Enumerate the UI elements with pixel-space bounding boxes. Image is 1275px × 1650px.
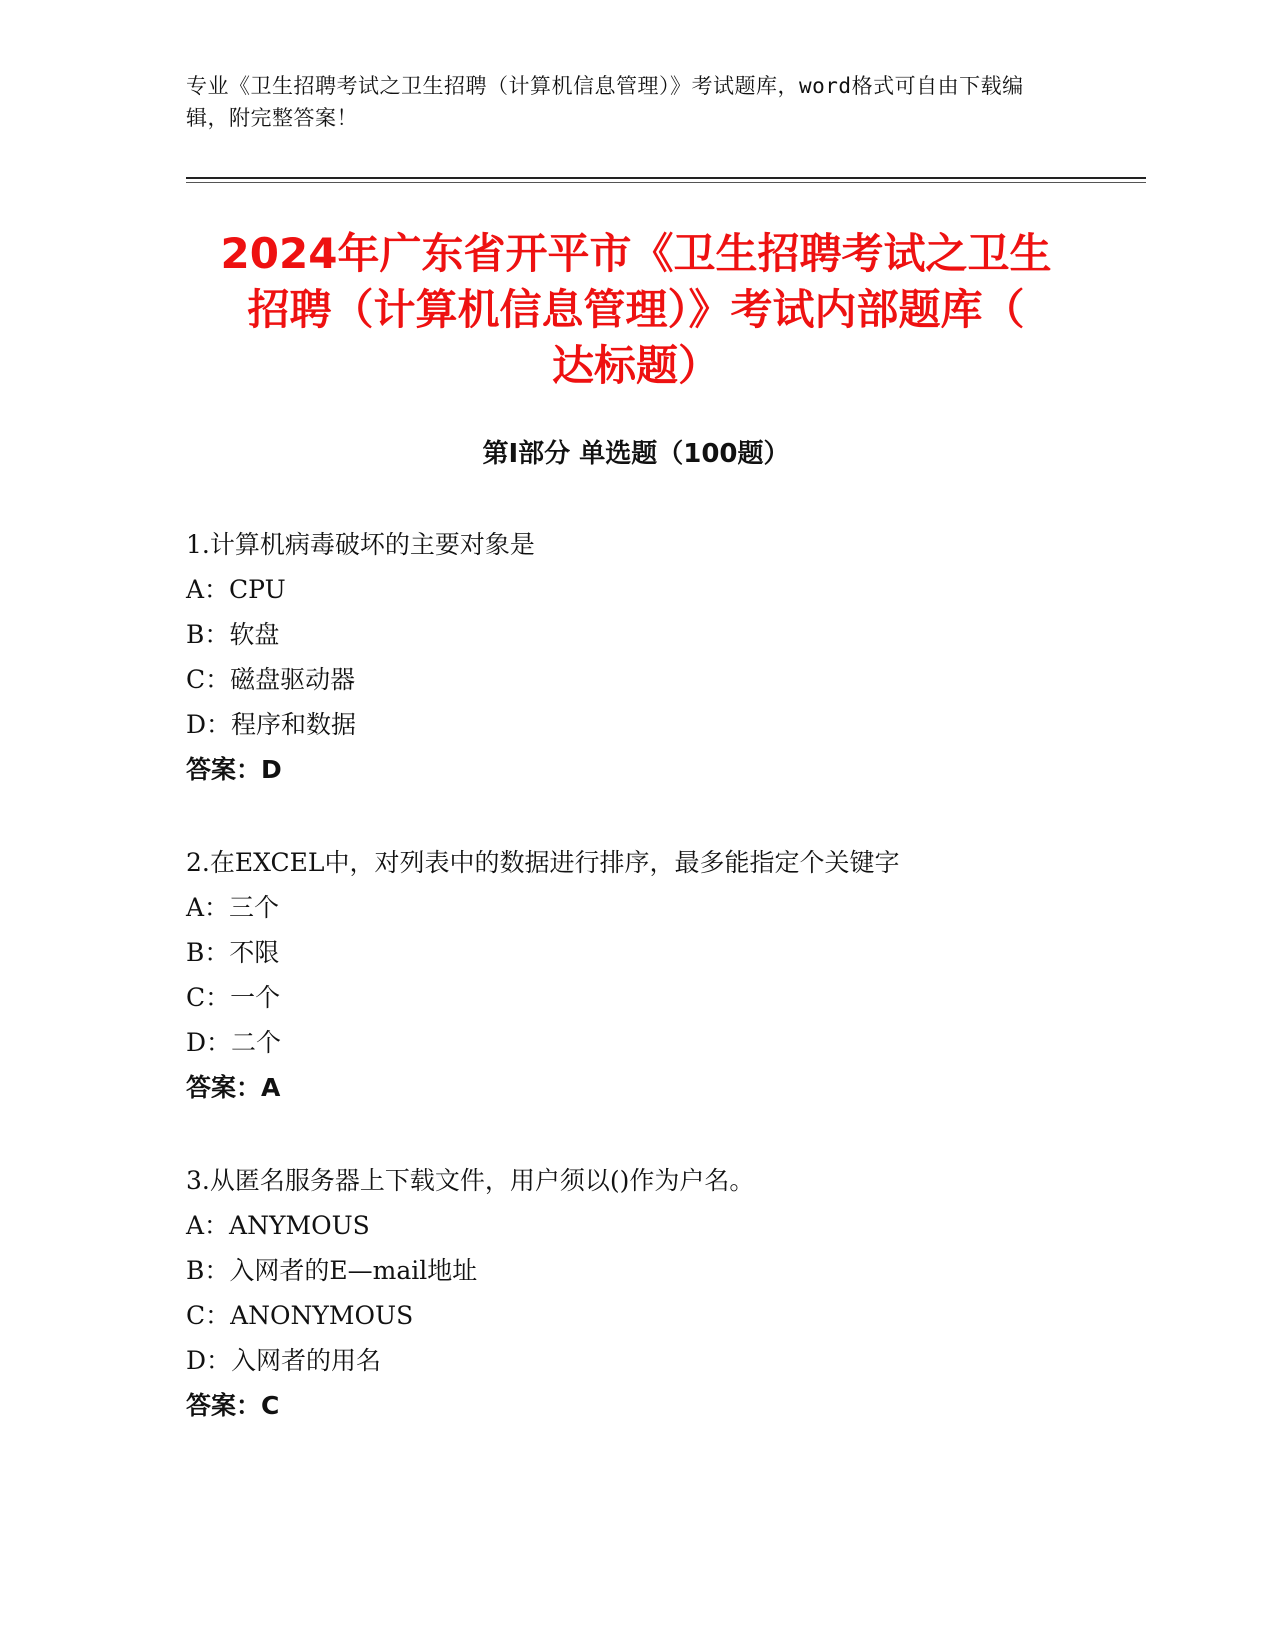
answer: 答案：D bbox=[186, 755, 282, 784]
question-2 bbox=[186, 840, 1186, 1110]
option-b: B：入网者的E—mail地址 bbox=[186, 1256, 478, 1285]
option-d: D：程序和数据 bbox=[186, 710, 357, 739]
question-stem: 1.计算机病毒破坏的主要对象是 bbox=[186, 530, 535, 559]
option-a: A：ANYMOUS bbox=[186, 1211, 370, 1240]
option-d: D：入网者的用名 bbox=[186, 1346, 382, 1375]
option-a: A：CPU bbox=[186, 575, 286, 604]
option-b: B：不限 bbox=[186, 938, 280, 967]
header-note: 专业《卫生招聘考试之卫生招聘（计算机信息管理）》考试题库，word格式可自由下载编辑，附完整答案！ bbox=[186, 74, 1024, 130]
title-line-3: 达标题） bbox=[551, 341, 720, 390]
question-stem: 2.在EXCEL中，对列表中的数据进行排序，最多能指定个关键字 bbox=[186, 848, 900, 877]
question-1 bbox=[186, 522, 1186, 792]
document-title bbox=[186, 226, 1086, 394]
option-b: B：软盘 bbox=[186, 620, 280, 649]
header-divider-thick bbox=[186, 177, 1146, 179]
section-title: 第Ⅰ部分 单选题（100题） bbox=[482, 439, 790, 469]
header-divider-thin bbox=[186, 182, 1146, 183]
title-line-2: 招聘（计算机信息管理）》考试内部题库（ bbox=[247, 285, 1025, 334]
answer: 答案：A bbox=[186, 1073, 281, 1102]
option-c: C：ANONYMOUS bbox=[186, 1301, 414, 1330]
answer: 答案：C bbox=[186, 1391, 280, 1420]
option-a: A：三个 bbox=[186, 893, 280, 922]
title-line-1: 2024年广东省开平市《卫生招聘考试之卫生 bbox=[220, 229, 1052, 278]
option-c: C：一个 bbox=[186, 983, 281, 1012]
question-3 bbox=[186, 1158, 1186, 1428]
option-c: C：磁盘驱动器 bbox=[186, 665, 356, 694]
question-stem: 3.从匿名服务器上下载文件，用户须以()作为户名。 bbox=[186, 1166, 755, 1195]
option-d: D：二个 bbox=[186, 1028, 282, 1057]
